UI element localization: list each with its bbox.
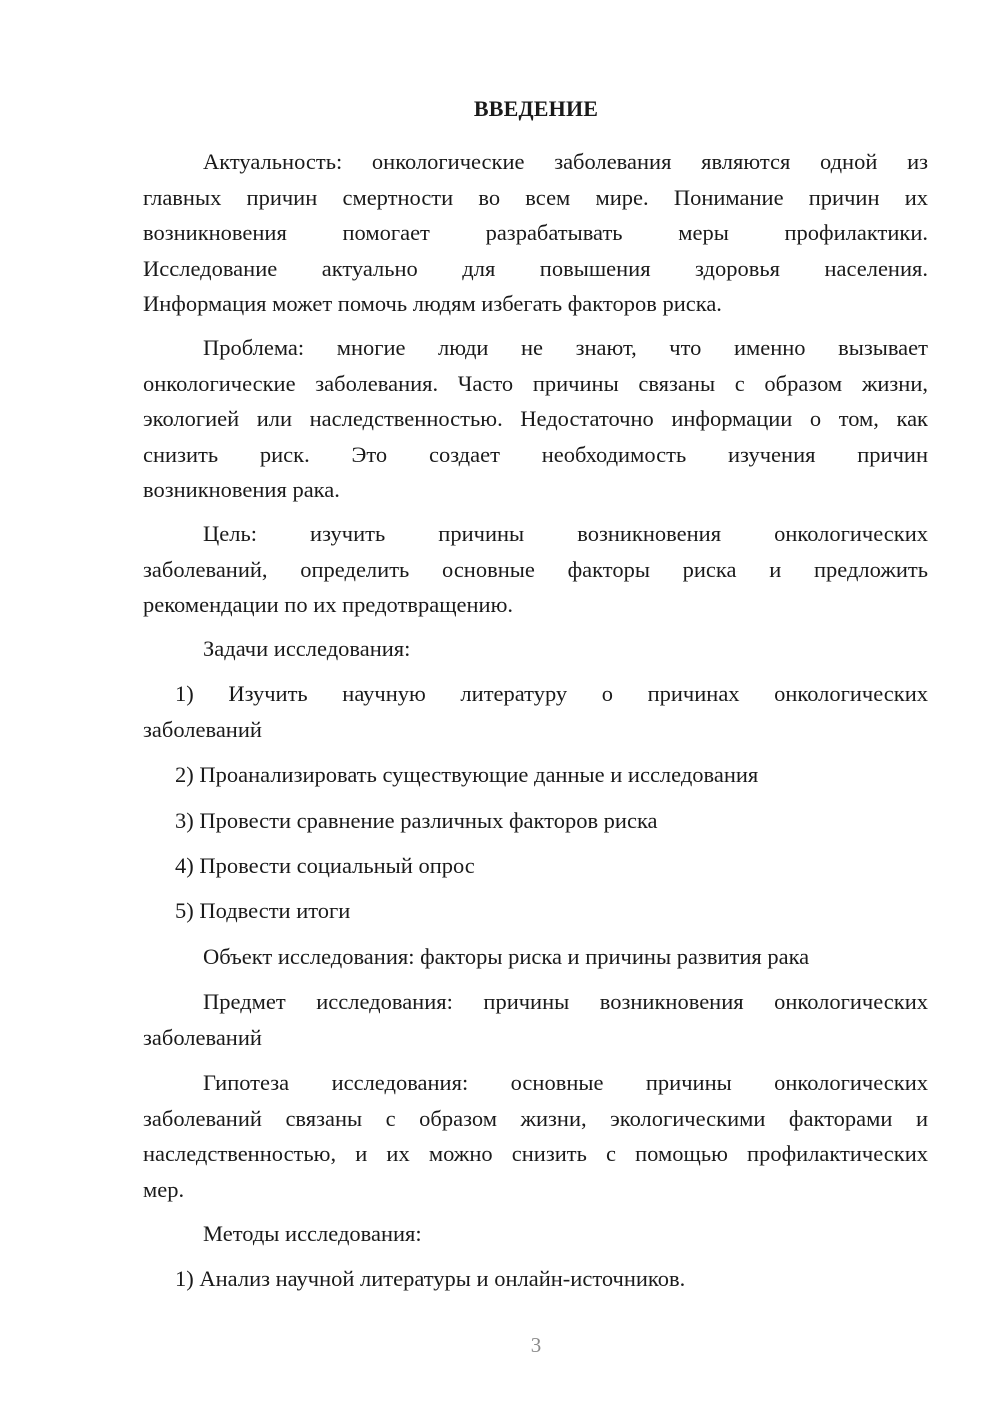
hypothesis-paragraph [143, 1065, 928, 1207]
research-object [143, 939, 928, 975]
goal-paragraph [143, 516, 928, 623]
problem-line-4: снизить риск. Это создает необходимость изучения причин [143, 441, 928, 467]
hypothesis-line-2: заболеваний связаны с образом жизни, экологическими факторами и [143, 1105, 928, 1131]
section-heading: ВВЕДЕНИЕ [473, 96, 599, 121]
research-object-text: Объект исследования: факторы риска и причины развития рака [203, 944, 810, 969]
research-subject-line-2: заболеваний [143, 1024, 262, 1050]
task-item-3 [143, 803, 928, 839]
goal-line-3: рекомендации по их предотвращению. [143, 592, 514, 617]
goal-line-2: заболеваний, определить основные факторы риска и предложить [143, 556, 928, 582]
relevance-paragraph [143, 144, 928, 322]
relevance-line-3: возникновения помогает разрабатывать меры профилактики. [143, 220, 928, 245]
methods-heading-text: Методы исследования: [203, 1221, 422, 1246]
problem-line-2: онкологические заболевания. Часто причины связаны с образом жизни, [143, 370, 928, 396]
task-item-3-text: 3) Провести сравнение различных факторов риска [175, 808, 658, 833]
task-item-5-text: 5) Подвести итоги [175, 898, 351, 923]
method-item-1-text: 1) Анализ научной литературы и онлайн-источников. [175, 1266, 686, 1291]
problem-line-3: экологией или наследственностью. Недостаточно информации о том, как [143, 406, 928, 431]
hypothesis-line-3: наследственностью, и их можно снизить с помощью профилактических [143, 1141, 928, 1166]
research-subject [143, 984, 928, 1055]
relevance-line-5: Информация может помочь людям избегать факторов риска. [143, 291, 722, 316]
hypothesis-line-1: Гипотеза исследования: основные причины онкологических [203, 1070, 928, 1095]
hypothesis-line-4: мер. [143, 1176, 185, 1202]
task-item-2-text: 2) Проанализировать существующие данные и исследования [175, 762, 759, 787]
methods-heading [143, 1216, 928, 1252]
tasks-heading [143, 631, 928, 667]
task-item-2 [143, 757, 928, 793]
relevance-line-2: главных причин смертности во всем мире. Понимание причин их [143, 184, 928, 210]
relevance-line-1: Актуальность: онкологические заболевания являются одной из [203, 149, 928, 174]
task-item-5 [143, 893, 928, 929]
task-item-1-line-1: 1) Изучить научную литературу о причинах онкологических [175, 681, 928, 706]
task-item-1-line-2: заболеваний [143, 716, 262, 742]
page-number: 3 [530, 1333, 542, 1357]
problem-line-1: Проблема: многие люди не знают, что именно вызывает [203, 335, 928, 360]
task-item-4 [143, 848, 928, 884]
goal-line-1: Цель: изучить причины возникновения онкологических [203, 521, 928, 546]
problem-paragraph [143, 330, 928, 508]
task-item-1 [143, 676, 928, 747]
tasks-heading-text: Задачи исследования: [203, 636, 411, 661]
relevance-line-4: Исследование актуально для повышения здоровья населения. [143, 255, 928, 281]
problem-line-5: возникновения рака. [143, 477, 340, 502]
research-subject-line-1: Предмет исследования: причины возникновения онкологических [203, 989, 928, 1014]
task-item-4-text: 4) Провести социальный опрос [175, 853, 475, 878]
method-item-1 [143, 1261, 928, 1297]
